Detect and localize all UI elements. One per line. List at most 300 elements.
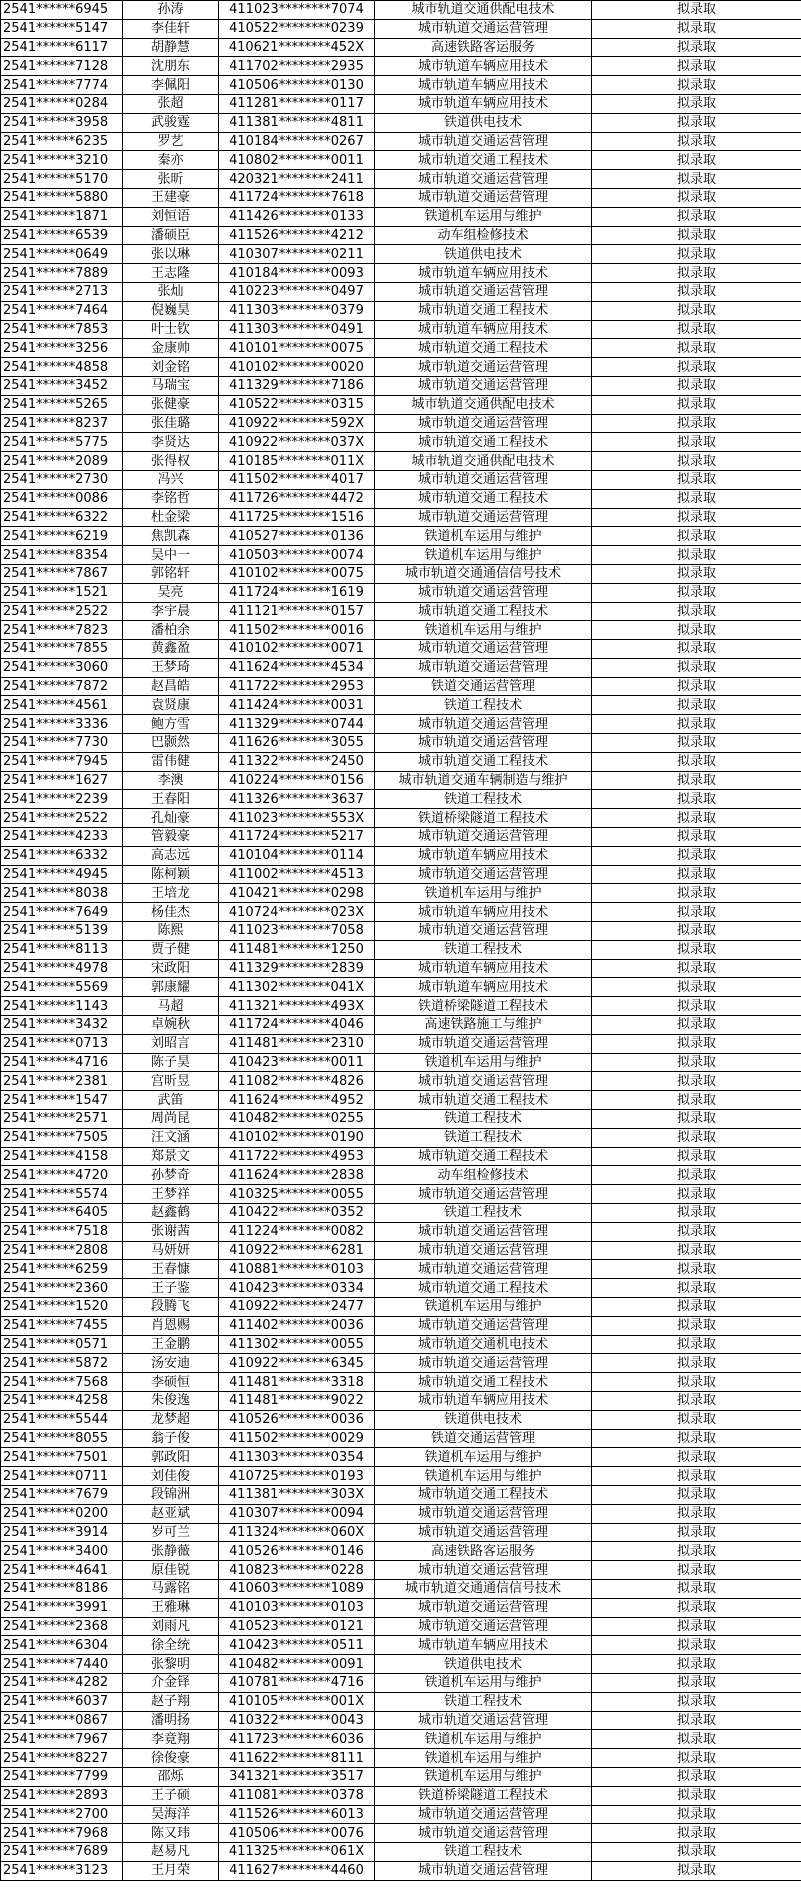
admission-status-cell: 拟录取	[592, 640, 801, 659]
student-name-cell: 赵亚斌	[123, 1504, 219, 1523]
admission-status-cell: 拟录取	[592, 564, 801, 583]
id-number-cell: 411023********7058	[219, 922, 375, 941]
id-number-cell: 410527********0136	[219, 527, 375, 546]
major-cell: 铁道机车运用与维护	[375, 1730, 592, 1749]
id-number-cell: 410922********6281	[219, 1241, 375, 1260]
id-number-cell: 410423********0334	[219, 1279, 375, 1298]
id-number-cell: 341321********3517	[219, 1767, 375, 1786]
student-name-cell: 王子硕	[123, 1786, 219, 1805]
major-cell: 城市轨道交通供配电技术	[375, 1, 592, 20]
major-cell: 城市轨道交通工程技术	[375, 1279, 592, 1298]
admission-status-cell: 拟录取	[592, 1147, 801, 1166]
exam-number-cell: 2541******7823	[1, 621, 123, 640]
table-row	[1, 376, 801, 395]
table-row	[1, 76, 801, 95]
id-number-cell: 411321********493X	[219, 997, 375, 1016]
major-cell: 城市轨道交通工程技术	[375, 489, 592, 508]
exam-number-cell: 2541******5544	[1, 1410, 123, 1429]
admission-status-cell: 拟录取	[592, 339, 801, 358]
admission-status-cell: 拟录取	[592, 19, 801, 38]
exam-number-cell: 2541******4158	[1, 1147, 123, 1166]
table-row	[1, 452, 801, 471]
student-name-cell: 杜金梁	[123, 508, 219, 527]
admission-status-cell: 拟录取	[592, 734, 801, 753]
table-row	[1, 489, 801, 508]
student-name-cell: 张健豪	[123, 395, 219, 414]
major-cell: 城市轨道交通运营管理	[375, 1523, 592, 1542]
exam-number-cell: 2541******7518	[1, 1222, 123, 1241]
major-cell: 铁道机车运用与维护	[375, 527, 592, 546]
exam-number-cell: 2541******0571	[1, 1335, 123, 1354]
exam-number-cell: 2541******3336	[1, 715, 123, 734]
exam-number-cell: 2541******5880	[1, 188, 123, 207]
student-name-cell: 王金鹏	[123, 1335, 219, 1354]
id-number-cell: 411281********0117	[219, 94, 375, 113]
table-row	[1, 1053, 801, 1072]
student-name-cell: 王建豪	[123, 188, 219, 207]
table-row	[1, 865, 801, 884]
table-row	[1, 132, 801, 151]
major-cell: 城市轨道交通通信信号技术	[375, 1579, 592, 1598]
admission-status-cell: 拟录取	[592, 1222, 801, 1241]
student-name-cell: 高志远	[123, 846, 219, 865]
exam-number-cell: 2541******0086	[1, 489, 123, 508]
student-name-cell: 王培龙	[123, 884, 219, 903]
id-number-cell: 411303********0354	[219, 1448, 375, 1467]
exam-number-cell: 2541******3452	[1, 376, 123, 395]
admission-status-cell: 拟录取	[592, 583, 801, 602]
table-row	[1, 771, 801, 790]
exam-number-cell: 2541******2700	[1, 1805, 123, 1824]
admission-status-cell: 拟录取	[592, 1016, 801, 1035]
id-number-cell: 411381********303X	[219, 1485, 375, 1504]
table-row	[1, 1636, 801, 1655]
student-name-cell: 陈又玮	[123, 1824, 219, 1843]
id-number-cell: 411624********2838	[219, 1166, 375, 1185]
exam-number-cell: 2541******2360	[1, 1279, 123, 1298]
exam-number-cell: 2541******1520	[1, 1297, 123, 1316]
major-cell: 城市轨道交通运营管理	[375, 828, 592, 847]
exam-number-cell: 2541******0867	[1, 1711, 123, 1730]
student-name-cell: 刘恒语	[123, 207, 219, 226]
major-cell: 城市轨道车辆应用技术	[375, 846, 592, 865]
table-row	[1, 546, 801, 565]
exam-number-cell: 2541******2368	[1, 1617, 123, 1636]
admission-status-cell: 拟录取	[592, 1297, 801, 1316]
major-cell: 城市轨道交通运营管理	[375, 922, 592, 941]
student-name-cell: 倪巍昊	[123, 301, 219, 320]
major-cell: 铁道供电技术	[375, 245, 592, 264]
student-name-cell: 刘昭言	[123, 1034, 219, 1053]
id-number-cell: 411481********9022	[219, 1391, 375, 1410]
major-cell: 城市轨道交通工程技术	[375, 1373, 592, 1392]
major-cell: 城市轨道车辆应用技术	[375, 94, 592, 113]
exam-number-cell: 2541******3060	[1, 658, 123, 677]
student-name-cell: 郭铭轩	[123, 564, 219, 583]
exam-number-cell: 2541******5775	[1, 433, 123, 452]
major-cell: 城市轨道交通运营管理	[375, 508, 592, 527]
admission-status-cell: 拟录取	[592, 76, 801, 95]
major-cell: 城市轨道交通运营管理	[375, 583, 592, 602]
admission-status-cell: 拟录取	[592, 1410, 801, 1429]
id-number-cell: 410922********037X	[219, 433, 375, 452]
table-row	[1, 884, 801, 903]
admission-status-cell: 拟录取	[592, 677, 801, 696]
major-cell: 城市轨道车辆应用技术	[375, 76, 592, 95]
major-cell: 城市轨道交通运营管理	[375, 1185, 592, 1204]
admission-status-cell: 拟录取	[592, 1185, 801, 1204]
table-row	[1, 696, 801, 715]
student-name-cell: 龙梦超	[123, 1410, 219, 1429]
major-cell: 铁道工程技术	[375, 1843, 592, 1862]
student-name-cell: 孙梦奇	[123, 1166, 219, 1185]
id-number-cell: 410506********0130	[219, 76, 375, 95]
table-row	[1, 1316, 801, 1335]
id-number-cell: 410922********2477	[219, 1297, 375, 1316]
id-number-cell: 411424********0031	[219, 696, 375, 715]
student-name-cell: 吴海洋	[123, 1805, 219, 1824]
exam-number-cell: 2541******6117	[1, 38, 123, 57]
student-name-cell: 周尚昆	[123, 1110, 219, 1129]
admission-status-cell: 拟录取	[592, 546, 801, 565]
admission-status-cell: 拟录取	[592, 1166, 801, 1185]
table-row	[1, 1016, 801, 1035]
table-row	[1, 940, 801, 959]
major-cell: 城市轨道交通运营管理	[375, 1617, 592, 1636]
admission-status-cell: 拟录取	[592, 38, 801, 57]
table-row	[1, 734, 801, 753]
id-number-cell: 410781********4716	[219, 1673, 375, 1692]
student-name-cell: 管毅豪	[123, 828, 219, 847]
exam-number-cell: 2541******7455	[1, 1316, 123, 1335]
exam-number-cell: 2541******7968	[1, 1824, 123, 1843]
admission-status-cell: 拟录取	[592, 1523, 801, 1542]
major-cell: 城市轨道交通运营管理	[375, 19, 592, 38]
table-row	[1, 1373, 801, 1392]
major-cell: 铁道机车运用与维护	[375, 1673, 592, 1692]
id-number-cell: 410102********0071	[219, 640, 375, 659]
exam-number-cell: 2541******5569	[1, 978, 123, 997]
admission-status-cell: 拟录取	[592, 282, 801, 301]
id-number-cell: 411023********553X	[219, 809, 375, 828]
admission-status-cell: 拟录取	[592, 658, 801, 677]
major-cell: 城市轨道交通工程技术	[375, 151, 592, 170]
student-name-cell: 马妍妍	[123, 1241, 219, 1260]
student-name-cell: 宫昕昱	[123, 1072, 219, 1091]
student-name-cell: 王雅琳	[123, 1598, 219, 1617]
table-row	[1, 1335, 801, 1354]
admission-status-cell: 拟录取	[592, 752, 801, 771]
exam-number-cell: 2541******7128	[1, 57, 123, 76]
id-number-cell: 411481********1250	[219, 940, 375, 959]
student-name-cell: 贾子健	[123, 940, 219, 959]
admission-status-cell: 拟录取	[592, 696, 801, 715]
table-row	[1, 1673, 801, 1692]
id-number-cell: 420321********2411	[219, 170, 375, 189]
admission-status-cell: 拟录取	[592, 1655, 801, 1674]
major-cell: 城市轨道交通运营管理	[375, 1241, 592, 1260]
admission-status-cell: 拟录取	[592, 1128, 801, 1147]
admission-status-cell: 拟录取	[592, 395, 801, 414]
major-cell: 城市轨道交通运营管理	[375, 188, 592, 207]
student-name-cell: 王梦琦	[123, 658, 219, 677]
admission-status-cell: 拟录取	[592, 1711, 801, 1730]
table-row	[1, 583, 801, 602]
table-row	[1, 809, 801, 828]
student-name-cell: 翁子俊	[123, 1429, 219, 1448]
major-cell: 城市轨道交通工程技术	[375, 752, 592, 771]
student-name-cell: 刘佳俊	[123, 1467, 219, 1486]
major-cell: 城市轨道交通运营管理	[375, 1354, 592, 1373]
id-number-cell: 410102********0075	[219, 564, 375, 583]
major-cell: 城市轨道交通运营管理	[375, 658, 592, 677]
student-name-cell: 原佳锐	[123, 1561, 219, 1580]
id-number-cell: 411502********0016	[219, 621, 375, 640]
admission-status-cell: 拟录取	[592, 1279, 801, 1298]
exam-number-cell: 2541******0284	[1, 94, 123, 113]
exam-number-cell: 2541******5872	[1, 1354, 123, 1373]
table-row	[1, 527, 801, 546]
table-row	[1, 170, 801, 189]
table-row	[1, 1485, 801, 1504]
student-name-cell: 孙涛	[123, 1, 219, 20]
admission-status-cell: 拟录取	[592, 1448, 801, 1467]
major-cell: 铁道机车运用与维护	[375, 1767, 592, 1786]
exam-number-cell: 2541******8354	[1, 546, 123, 565]
table-row	[1, 1749, 801, 1768]
table-row	[1, 1185, 801, 1204]
admission-status-cell: 拟录取	[592, 188, 801, 207]
exam-number-cell: 2541******8227	[1, 1749, 123, 1768]
admission-status-cell: 拟录取	[592, 903, 801, 922]
table-row	[1, 1034, 801, 1053]
id-number-cell: 410184********0093	[219, 264, 375, 283]
exam-number-cell: 2541******2381	[1, 1072, 123, 1091]
admission-status-cell: 拟录取	[592, 884, 801, 903]
id-number-cell: 411224********0082	[219, 1222, 375, 1241]
id-number-cell: 411081********0378	[219, 1786, 375, 1805]
exam-number-cell: 2541******6322	[1, 508, 123, 527]
id-number-cell: 410603********1089	[219, 1579, 375, 1598]
exam-number-cell: 2541******0711	[1, 1467, 123, 1486]
admission-status-cell: 拟录取	[592, 301, 801, 320]
major-cell: 城市轨道交通运营管理	[375, 1824, 592, 1843]
student-name-cell: 汤安迪	[123, 1354, 219, 1373]
admission-status-cell: 拟录取	[592, 1373, 801, 1392]
major-cell: 高速铁路客运服务	[375, 38, 592, 57]
admission-status-cell: 拟录取	[592, 1636, 801, 1655]
student-name-cell: 张静薇	[123, 1542, 219, 1561]
table-row	[1, 301, 801, 320]
major-cell: 铁道机车运用与维护	[375, 1467, 592, 1486]
admission-status-cell: 拟录取	[592, 1730, 801, 1749]
id-number-cell: 411322********2450	[219, 752, 375, 771]
admission-status-cell: 拟录取	[592, 1034, 801, 1053]
table-row	[1, 1241, 801, 1260]
student-name-cell: 沈朋东	[123, 57, 219, 76]
student-name-cell: 马瑞宝	[123, 376, 219, 395]
table-row	[1, 658, 801, 677]
table-row	[1, 997, 801, 1016]
admission-status-cell: 拟录取	[592, 1241, 801, 1260]
exam-number-cell: 2541******1871	[1, 207, 123, 226]
table-row	[1, 903, 801, 922]
id-number-cell: 410104********0114	[219, 846, 375, 865]
student-name-cell: 李铭哲	[123, 489, 219, 508]
table-row	[1, 752, 801, 771]
table-row	[1, 1692, 801, 1711]
student-name-cell: 郭政阳	[123, 1448, 219, 1467]
major-cell: 城市轨道交通运营管理	[375, 282, 592, 301]
table-row	[1, 226, 801, 245]
table-row	[1, 1786, 801, 1805]
admission-status-cell: 拟录取	[592, 1335, 801, 1354]
exam-number-cell: 2541******2808	[1, 1241, 123, 1260]
table-row	[1, 828, 801, 847]
admission-status-cell: 拟录取	[592, 809, 801, 828]
student-name-cell: 孔灿豪	[123, 809, 219, 828]
major-cell: 城市轨道车辆应用技术	[375, 1636, 592, 1655]
major-cell: 城市轨道交通运营管理	[375, 1861, 592, 1880]
student-name-cell: 马超	[123, 997, 219, 1016]
id-number-cell: 410503********0074	[219, 546, 375, 565]
major-cell: 铁道机车运用与维护	[375, 1297, 592, 1316]
major-cell: 城市轨道交通运营管理	[375, 865, 592, 884]
major-cell: 城市轨道交通运营管理	[375, 715, 592, 734]
admission-status-cell: 拟录取	[592, 1542, 801, 1561]
table-row	[1, 602, 801, 621]
major-cell: 城市轨道交通供配电技术	[375, 452, 592, 471]
student-name-cell: 汪文涵	[123, 1128, 219, 1147]
student-name-cell: 徐俊豪	[123, 1749, 219, 1768]
student-name-cell: 武骏霆	[123, 113, 219, 132]
student-name-cell: 冯兴	[123, 470, 219, 489]
exam-number-cell: 2541******4858	[1, 358, 123, 377]
admission-status-cell: 拟录取	[592, 1824, 801, 1843]
exam-number-cell: 2541******2713	[1, 282, 123, 301]
table-row	[1, 320, 801, 339]
admission-status-cell: 拟录取	[592, 790, 801, 809]
id-number-cell: 411082********4826	[219, 1072, 375, 1091]
table-row	[1, 1561, 801, 1580]
exam-number-cell: 2541******2522	[1, 602, 123, 621]
admission-status-cell: 拟录取	[592, 1204, 801, 1223]
id-number-cell: 410325********0055	[219, 1185, 375, 1204]
admission-status-cell: 拟录取	[592, 1749, 801, 1768]
major-cell: 城市轨道交通运营管理	[375, 414, 592, 433]
student-name-cell: 段锦洲	[123, 1485, 219, 1504]
id-number-cell: 410102********0190	[219, 1128, 375, 1147]
admission-status-cell: 拟录取	[592, 527, 801, 546]
exam-number-cell: 2541******6219	[1, 527, 123, 546]
major-cell: 铁道机车运用与维护	[375, 1749, 592, 1768]
id-number-cell: 411325********061X	[219, 1843, 375, 1862]
exam-number-cell: 2541******1143	[1, 997, 123, 1016]
major-cell: 城市轨道交通运营管理	[375, 1711, 592, 1730]
major-cell: 城市轨道交通运营管理	[375, 734, 592, 753]
admission-status-cell: 拟录取	[592, 1561, 801, 1580]
table-row	[1, 151, 801, 170]
student-name-cell: 张超	[123, 94, 219, 113]
exam-number-cell: 2541******4258	[1, 1391, 123, 1410]
exam-number-cell: 2541******7730	[1, 734, 123, 753]
table-row	[1, 1504, 801, 1523]
major-cell: 城市轨道交通机电技术	[375, 1335, 592, 1354]
exam-number-cell: 2541******8237	[1, 414, 123, 433]
exam-number-cell: 2541******7867	[1, 564, 123, 583]
id-number-cell: 411722********2953	[219, 677, 375, 696]
student-name-cell: 徐全统	[123, 1636, 219, 1655]
major-cell: 高速铁路施工与维护	[375, 1016, 592, 1035]
table-row	[1, 1072, 801, 1091]
exam-number-cell: 2541******7568	[1, 1373, 123, 1392]
admission-status-cell: 拟录取	[592, 1598, 801, 1617]
exam-number-cell: 2541******8055	[1, 1429, 123, 1448]
exam-number-cell: 2541******6037	[1, 1692, 123, 1711]
table-row	[1, 1354, 801, 1373]
student-name-cell: 王月荣	[123, 1861, 219, 1880]
admission-status-cell: 拟录取	[592, 1072, 801, 1091]
exam-number-cell: 2541******6259	[1, 1260, 123, 1279]
student-name-cell: 雷伟健	[123, 752, 219, 771]
exam-number-cell: 2541******6332	[1, 846, 123, 865]
id-number-cell: 410423********0511	[219, 1636, 375, 1655]
table-row	[1, 1843, 801, 1862]
major-cell: 铁道桥梁隧道工程技术	[375, 997, 592, 1016]
id-number-cell: 410184********0267	[219, 132, 375, 151]
id-number-cell: 411622********8111	[219, 1749, 375, 1768]
id-number-cell: 411502********4017	[219, 470, 375, 489]
exam-number-cell: 2541******7774	[1, 76, 123, 95]
id-number-cell: 410621********452X	[219, 38, 375, 57]
exam-number-cell: 2541******4561	[1, 696, 123, 715]
student-name-cell: 陈熙	[123, 922, 219, 941]
admission-status-cell: 拟录取	[592, 1053, 801, 1072]
admission-status-cell: 拟录取	[592, 132, 801, 151]
admission-status-cell: 拟录取	[592, 1391, 801, 1410]
exam-number-cell: 2541******1547	[1, 1091, 123, 1110]
exam-number-cell: 2541******5147	[1, 19, 123, 38]
id-number-cell: 410526********0036	[219, 1410, 375, 1429]
major-cell: 城市轨道交通工程技术	[375, 339, 592, 358]
table-row	[1, 1523, 801, 1542]
student-name-cell: 陈子昊	[123, 1053, 219, 1072]
table-row	[1, 1429, 801, 1448]
exam-number-cell: 2541******7464	[1, 301, 123, 320]
id-number-cell: 411724********1619	[219, 583, 375, 602]
admission-status-cell: 拟录取	[592, 57, 801, 76]
major-cell: 铁道工程技术	[375, 1128, 592, 1147]
admission-status-cell: 拟录取	[592, 997, 801, 1016]
table-row	[1, 470, 801, 489]
exam-number-cell: 2541******0649	[1, 245, 123, 264]
exam-number-cell: 2541******7679	[1, 1485, 123, 1504]
major-cell: 城市轨道交通运营管理	[375, 1222, 592, 1241]
id-number-cell: 410922********6345	[219, 1354, 375, 1373]
id-number-cell: 411724********7618	[219, 188, 375, 207]
major-cell: 城市轨道交通运营管理	[375, 1504, 592, 1523]
id-number-cell: 410522********0239	[219, 19, 375, 38]
student-name-cell: 介金铎	[123, 1673, 219, 1692]
student-name-cell: 王子鉴	[123, 1279, 219, 1298]
major-cell: 城市轨道车辆应用技术	[375, 959, 592, 978]
student-name-cell: 黄鑫盈	[123, 640, 219, 659]
major-cell: 城市轨道交通运营管理	[375, 376, 592, 395]
major-cell: 城市轨道交通工程技术	[375, 1485, 592, 1504]
admission-status-cell: 拟录取	[592, 376, 801, 395]
admission-status-cell: 拟录取	[592, 113, 801, 132]
student-name-cell: 金康帅	[123, 339, 219, 358]
